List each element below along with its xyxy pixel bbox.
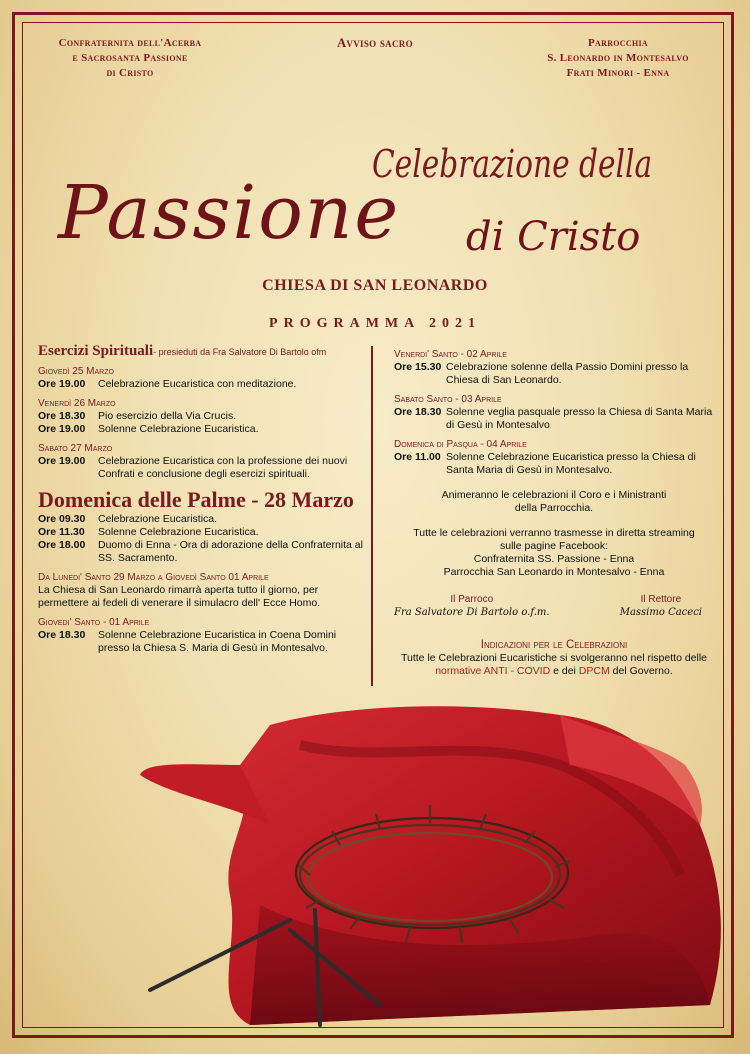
schedule-desc: Solenne Celebrazione Eucaristica.: [98, 526, 259, 538]
schedule-desc: Solenne Celebrazione Eucaristica.: [98, 423, 259, 435]
thursday-title: Giovedi' Santo - 01 Aprile: [38, 617, 150, 628]
red-cloth: [140, 706, 721, 1025]
crown-of-thorns-illustration: [140, 705, 740, 1035]
facebook-page-2: Parrocchia San Leonardo in Montesalvo - Enna: [443, 566, 665, 578]
header-right-line: Parrocchia: [588, 37, 648, 49]
schedule-row: [38, 455, 368, 481]
schedule-time: Ore 11.00: [394, 451, 441, 463]
title-di-cristo: di Cristo: [466, 214, 641, 260]
indications-highlight: DPCM: [578, 665, 610, 677]
schedule-desc: Celebrazione Eucaristica con meditazione.: [98, 378, 297, 390]
streaming-note: Tutte le celebrazioni verranno trasmesse in diretta streaming sulle pagine Facebook:: [413, 527, 695, 552]
schedule-time: Ore 18.30: [38, 410, 86, 422]
header-confraternita: [30, 36, 230, 81]
schedule-row: [38, 513, 368, 526]
rettore-block: [620, 593, 702, 619]
schedule-desc: Celebrazione Eucaristica.: [98, 513, 218, 525]
parroco-name: Fra Salvatore Di Bartolo o.f.m.: [394, 607, 550, 618]
schedule-time: Ore 15.30: [394, 361, 442, 373]
left-column: [38, 345, 368, 655]
schedule-row: [38, 410, 368, 423]
indications-title: Indicazioni per le Celebrazioni: [480, 639, 628, 651]
rettore-role: Il Rettore: [640, 594, 682, 605]
schedule-desc: Celebrazione Eucaristica con la professione dei nuovi Confrati e conclusione degli esercizi spirituali.: [98, 455, 348, 480]
schedule-time: Ore 18.30: [394, 406, 442, 418]
schedule-row: [394, 361, 714, 387]
saturday-title: Sabato Santo - 03 Aprile: [394, 394, 502, 405]
easter-title: Domenica di Pasqua - 04 Aprile: [394, 439, 527, 450]
header-left-line: Confraternita dell'Acerba: [58, 37, 202, 49]
schedule-time: Ore 18.00: [38, 539, 86, 551]
day-title: Venerdì 26 Marzo: [38, 398, 116, 409]
schedule-desc: Solenne Celebrazione Eucaristica in Coena Domini presso la Chiesa S. Maria di Gesù in Montesalvo.: [98, 629, 337, 654]
header-right-line: S. Leonardo in Montesalvo: [547, 52, 689, 64]
right-column: [394, 348, 714, 678]
schedule-row: [394, 451, 714, 477]
facebook-page-1: Confraternita SS. Passione - Enna: [473, 553, 635, 565]
period-title: Da Lunedi' Santo 29 Marzo a Giovedì Santo 01 Aprile: [38, 572, 269, 583]
title-passione: Passione: [58, 170, 401, 256]
palm-sunday-title: Domenica delle Palme - 28 Marzo: [38, 487, 354, 512]
church-name: CHIESA DI SAN LEONARDO: [262, 277, 488, 294]
signatures: [394, 593, 714, 619]
schedule-time: Ore 19.00: [38, 378, 86, 390]
schedule-row: [38, 526, 368, 539]
header-right-line: Frati Minori - Enna: [566, 67, 670, 79]
schedule-time: Ore 19.00: [38, 455, 86, 467]
exercises-subtitle: - presieduti da Fra Salvatore Di Bartolo ofm: [153, 347, 327, 357]
day-title: Sabato 27 Marzo: [38, 443, 113, 454]
schedule-time: Ore 11.30: [38, 526, 85, 538]
indications-part: e dei: [553, 665, 576, 677]
header-avviso: [300, 36, 450, 51]
indications-part: Tutte le Celebrazioni Eucaristiche si svolgeranno nel rispetto delle: [400, 652, 708, 664]
schedule-row: [38, 629, 368, 655]
schedule-time: Ore 18.30: [38, 629, 86, 641]
rettore-name: Massimo Caceci: [619, 607, 702, 618]
programma-heading: PROGRAMMA 2021: [269, 316, 481, 331]
parroco-block: [394, 593, 550, 619]
schedule-desc: Duomo di Enna - Ora di adorazione della Confraternita al SS. Sacramento.: [98, 539, 363, 564]
header-parrocchia: [518, 36, 718, 81]
header-left-line: e Sacrosanta Passione: [72, 52, 188, 64]
column-divider: [371, 346, 373, 686]
header-left-line: di Cristo: [106, 67, 154, 79]
day-title: Giovedì 25 Marzo: [38, 366, 114, 377]
indications-text: [394, 652, 714, 678]
schedule-row: [38, 378, 368, 391]
schedule-desc: Celebrazione solenne della Passio Domini presso la Chiesa di San Leonardo.: [446, 361, 689, 386]
schedule-row: [38, 539, 368, 565]
header-center-text: Avviso sacro: [337, 36, 413, 50]
schedule-row: [38, 423, 368, 436]
schedule-desc: Solenne veglia pasquale presso la Chiesa di Santa Maria di Gesù in Montesalvo: [446, 406, 713, 431]
indications-part: del Governo.: [612, 665, 673, 677]
indications-highlight: normative ANTI - COVID: [435, 665, 551, 677]
parroco-role: Il Parroco: [450, 594, 494, 605]
friday-title: Venerdi' Santo - 02 Aprile: [394, 349, 507, 360]
schedule-time: Ore 19.00: [38, 423, 86, 435]
exercises-title: Esercizi Spirituali: [38, 343, 154, 359]
schedule-desc: Solenne Celebrazione Eucaristica presso la Chiesa di Santa Maria di Gesù in Montesalvo.: [446, 451, 696, 476]
schedule-time: Ore 09.30: [38, 513, 86, 525]
title-celebrazione: Celebrazione della: [372, 142, 653, 186]
schedule-row: [394, 406, 714, 432]
period-text: La Chiesa di San Leonardo rimarrà aperta tutto il giorno, per permettere ai fedeli di venerare il simulacro dell' Ecce Homo.: [38, 584, 321, 609]
choir-note: Animeranno le celebrazioni il Coro e i Ministranti della Parrocchia.: [441, 489, 667, 514]
schedule-desc: Pio esercizio della Via Crucis.: [98, 410, 237, 422]
